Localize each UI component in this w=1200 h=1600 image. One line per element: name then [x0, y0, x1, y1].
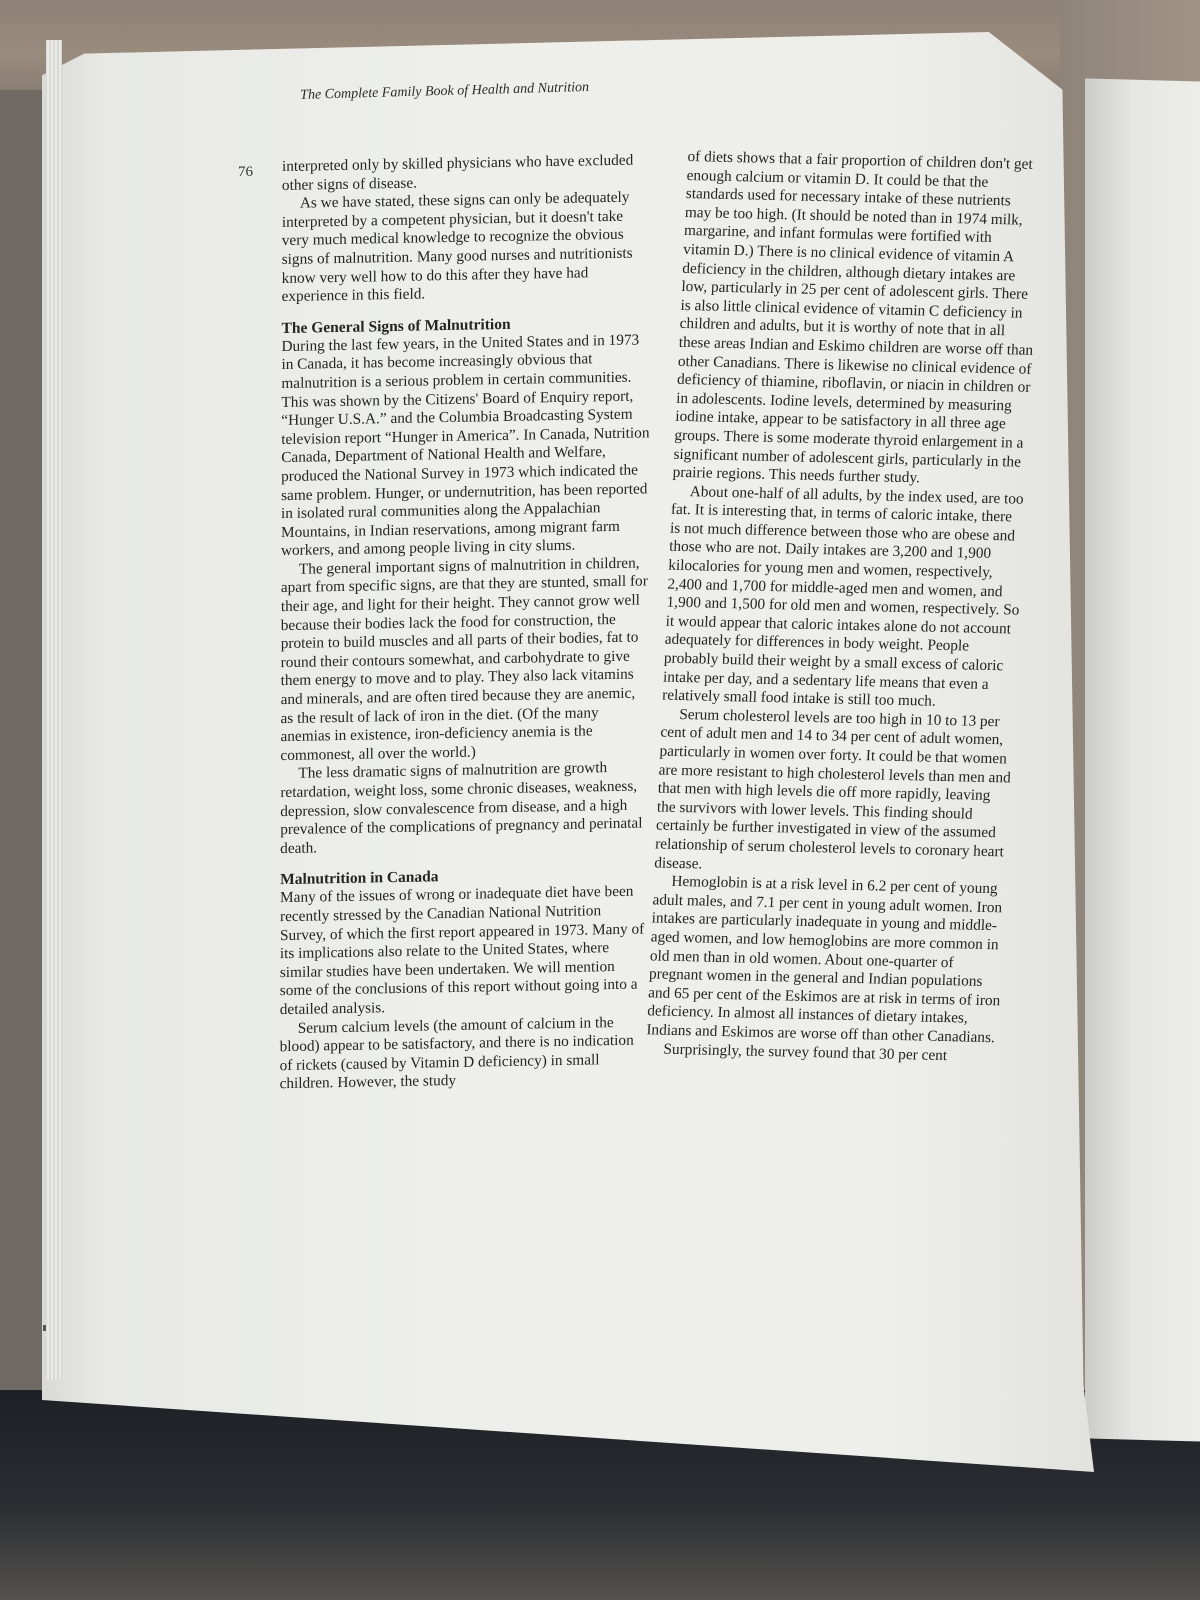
paragraph: interpreted only by skilled physicians who have excluded other signs of disease. — [281, 151, 634, 194]
paragraph: Serum cholesterol levels are too high in 10 to 13 per cent of adult men and 14 to 34 per cent of adult women, particularly in women over forty. It could be that women are more resistant to high cholesterol levels than men and that men with high levels die off more rapidly, leaving the survivors with lower levels. This finding should certainly be further investigated in view of the assumed relationship of serum cholesterol levels to coronary heart disease. — [653, 705, 1012, 873]
paragraph: About one-half of all adults, by the index used, are too fat. It is interesting that, in terms of caloric intake, there is not much difference between those who are obese and those who are not. Daily intakes are 3,200 and 1,900 kilocalories for young men and women, respectively, 2,400 and 1,700 for middle-aged men and women, and 1,900 and 1,500 for old men and women, respectively. So it would appear that caloric intakes alone do not account adequately for differences in body weight. People probably build their weight by a small excess of caloric intake per day, and a sedentary life means that even a relatively small food intake is still too much. — [661, 482, 1025, 710]
paragraph: Surprisingly, the survey found that 30 per cent — [663, 1040, 948, 1064]
section-heading: The General Signs of Malnutrition — [281, 315, 511, 337]
left-column — [280, 151, 652, 1094]
paragraph: Hemoglobin is at a risk level in 6.2 per cent of young adult males, and 7.1 per cent in young adult women. Iron intakes are particularly inadequate in young and middle-aged women, and low hemoglobins are more common in old men than in old women. About one-quarter of pregnant women in the general and Indian populations and 65 per cent of the Eskimos are at risk in terms of iron deficiency. In almost all instances of dietary intakes, Indians and Eskimos are worse off than other Canadians. — [646, 872, 1003, 1047]
paragraph: Many of the issues of wrong or inadequate diet have been recently stressed by the Canadian National Nutrition Survey, of which the first report appeared in 1973. Many of its implications also relate to the United States, where similar studies have been undertaken. We will mention some of the conclusions of this report without going into a detailed analysis. — [279, 883, 645, 1019]
paragraph: of diets shows that a fair proportion of children don't get enough calcium or vitamin D. It could be that the standards used for necessary intake of these nutrients may be too high. (It should be noted than in 1974 milk, margarine, and infant formulas were fortified with vitamin D.) There is no clinical evidence of vitamin A deficiency in the children, although dietary intakes are low, particularly in 25 per cent of adolescent girls. There is also little clinical evidence of vitamin C deficiency in children and adults, but it is worthy of note that in all these areas Indian and Eskimo children are worse off than other Canadians. There is likewise no clinical evidence of deficiency of thiamine, riboflavin, or niacin in children or in adolescents. Iodine levels, determined by measuring iodine intake, appear to be satisfactory in all three age groups. There is some moderate thyroid enlargement in a significant number of adolescent girls, particularly in the prairie regions. This needs further study. — [672, 148, 1034, 487]
paragraph: Serum calcium levels (the amount of calcium in the blood) appear to be satisfactory, and there is no indication of rickets (caused by Vitamin D deficiency) in small children. However, the study — [279, 1013, 634, 1093]
section-heading: Malnutrition in Canada — [280, 868, 439, 889]
running-head: The Complete Family Book of Health and Nutrition — [300, 79, 590, 103]
page-number: 76 — [238, 164, 253, 180]
right-column — [645, 148, 1043, 1066]
paragraph: The less dramatic signs of malnutrition are growth retardation, weight loss, some chronic diseases, weakness, depression, slow convalescence from disease, and a high prevalence of the complications of pregnancy and perinatal death. — [280, 759, 643, 857]
paragraph: The general important signs of malnutrition in children, apart from specific signs, are that they are stunted, small for their age, and light for their height. They cannot grow well because their bodies lack the food for construction, the protein to build muscles and all parts of their bodies, fat to round their contours somewhat, and carbohydrate to give them energy to move and to play. They also lack vitamins and minerals, and are often tired because they are anemic, as the result of lack of iron in the diet. (Of the many anemias in existence, iron-deficiency anemia is the commonest, all over the world.) — [280, 554, 648, 764]
paragraph: During the last few years, in the United States and in 1973 in Canada, it has become increasingly obvious that malnutrition is a serious problem in certain communities. This was shown by the Citizens' Board of Enquiry report, “Hunger U.S.A.” and the Columbia Broadcasting System television report “Hunger in America”. In Canada, Nutrition Canada, Department of National Health and Welfare, produced the National Survey in 1973 which indicated the same problem. Hunger, or undernutrition, has been reported in isolated rural communities along the Appalachian Mountains, in Indian reservations, among migrant farm workers, and among people living in city slums. — [280, 331, 650, 560]
paragraph: As we have stated, these signs can only be adequately interpreted by a competent physician, but it doesn't take very much medical knowledge to recognize the obvious signs of malnutrition. Many good nurses and nutritionists know very well how to do this after they have had experience in this field. — [281, 188, 633, 306]
